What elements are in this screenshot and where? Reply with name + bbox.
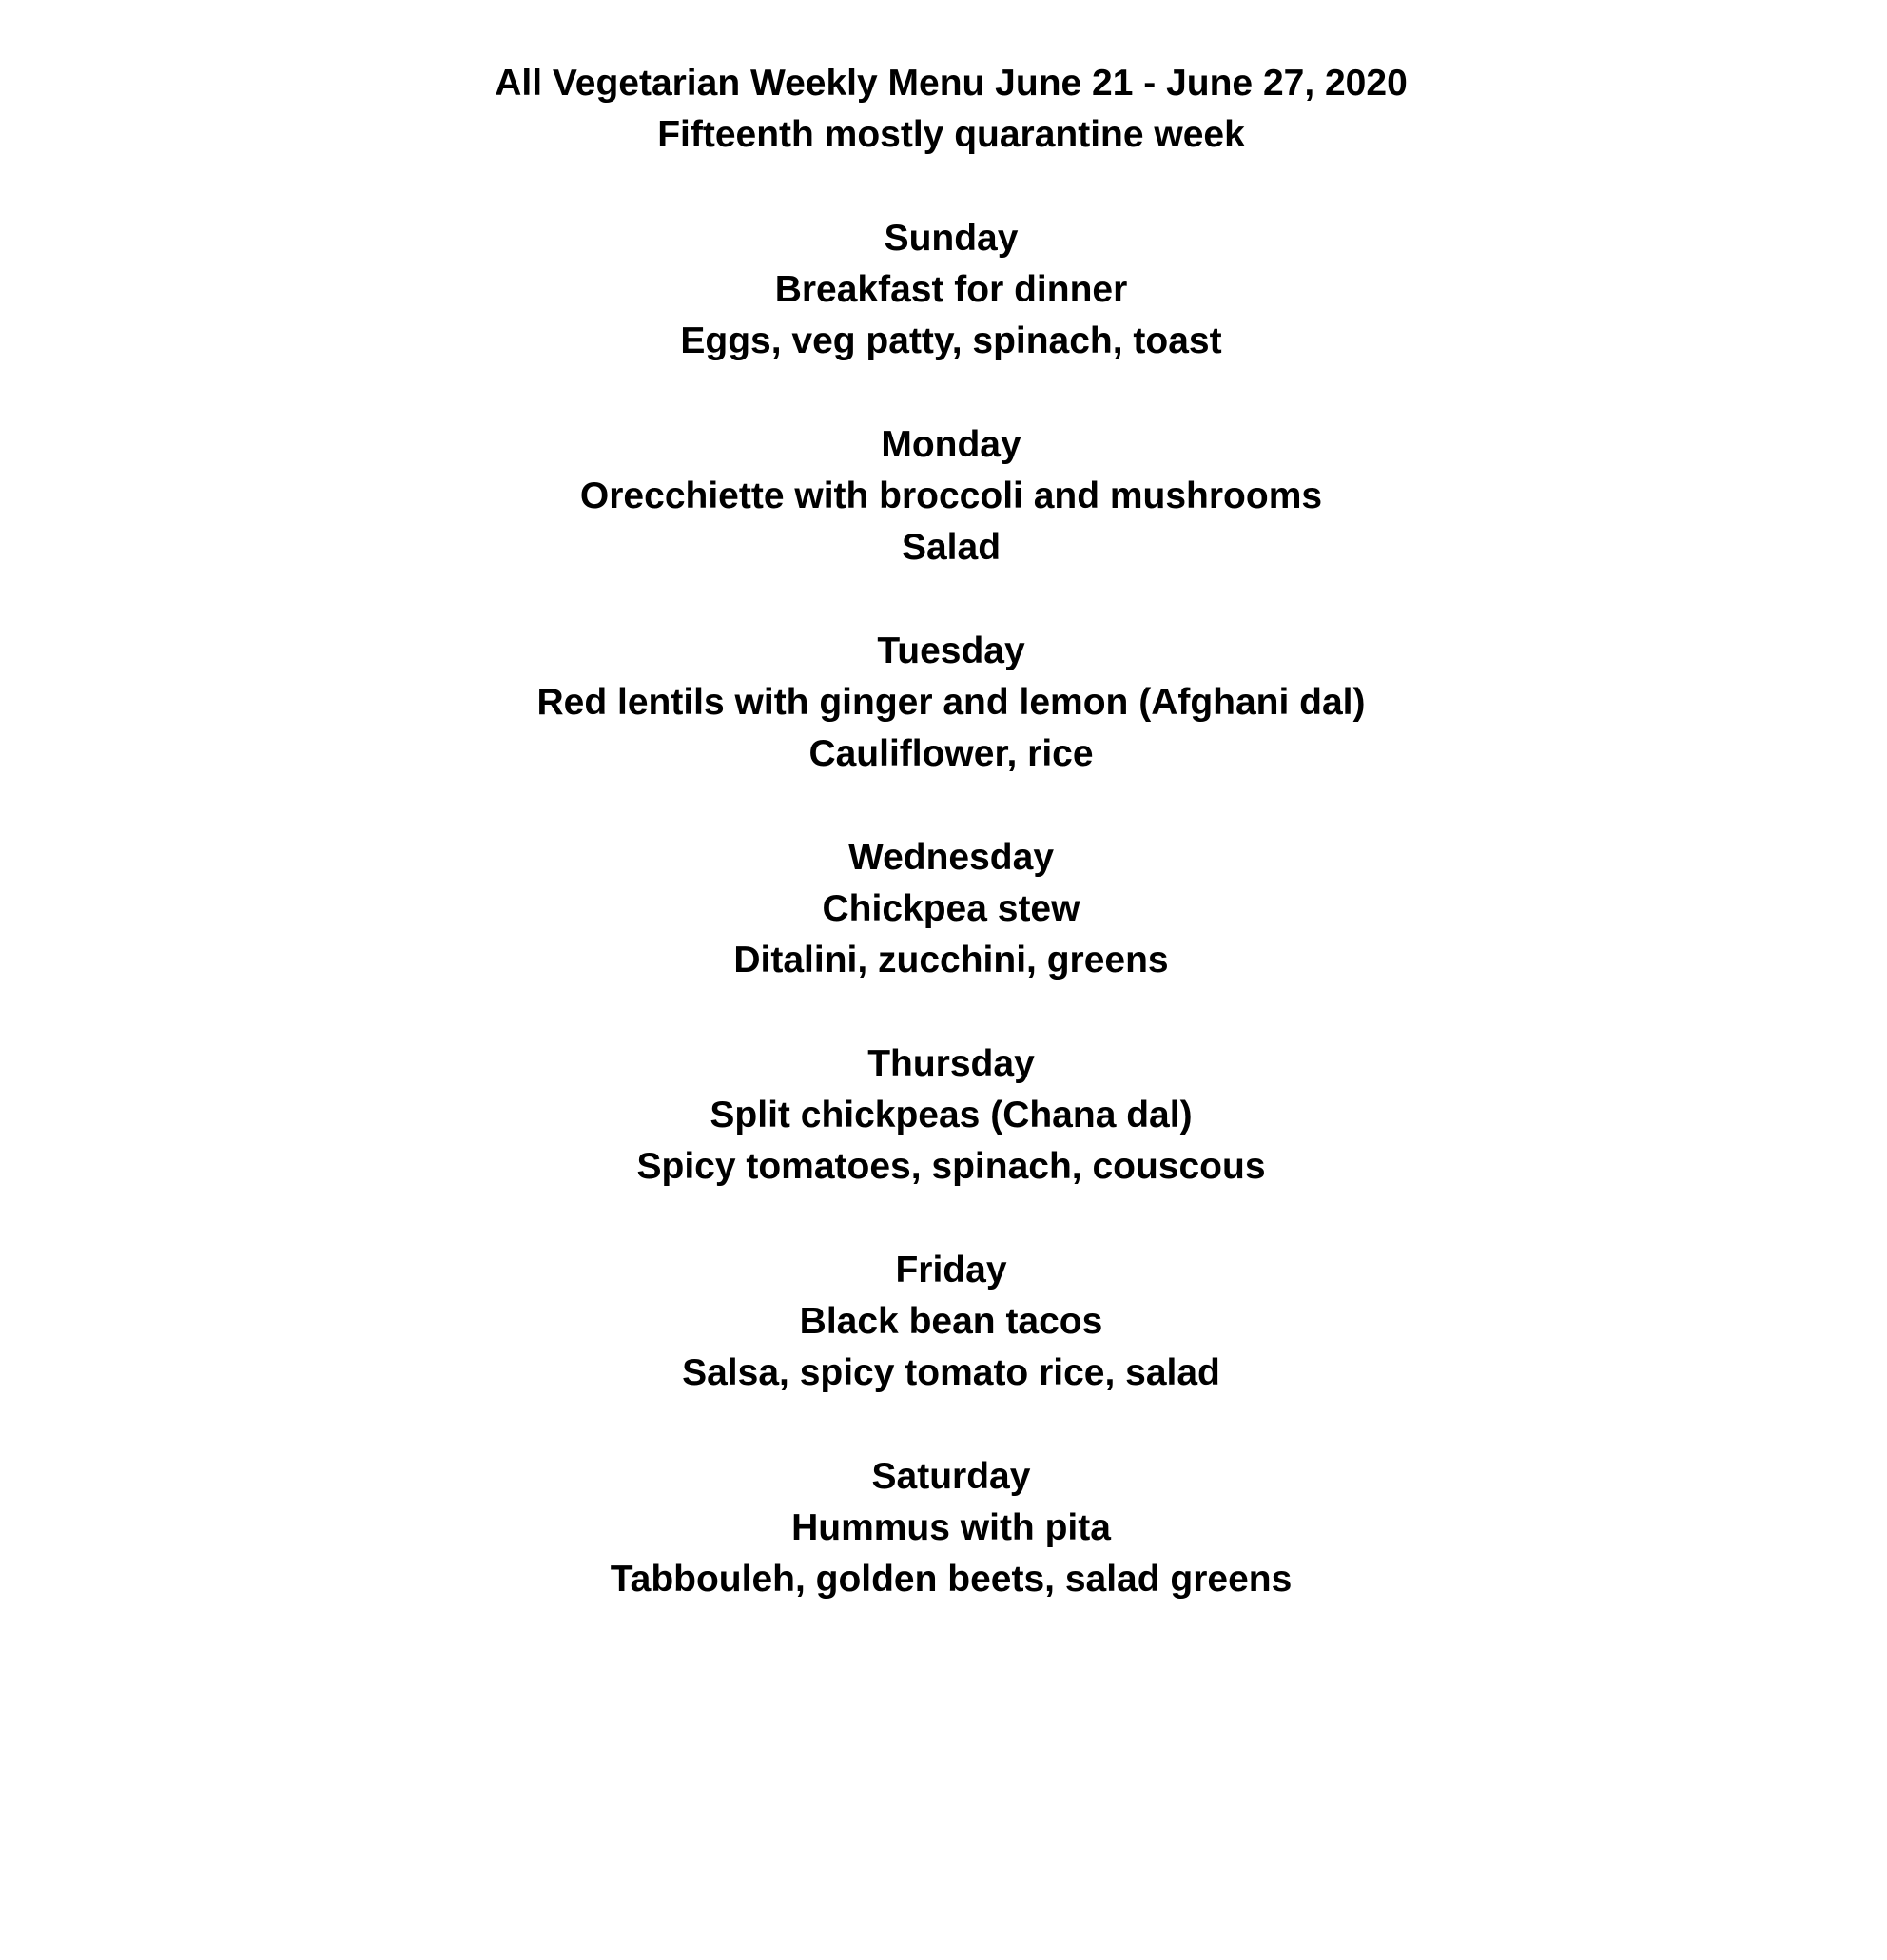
day-heading-saturday: Saturday — [871, 1456, 1031, 1497]
day-heading-monday: Monday — [881, 424, 1021, 465]
day-heading-thursday: Thursday — [867, 1043, 1035, 1084]
day-heading-sunday: Sunday — [884, 218, 1019, 259]
sides-wednesday: Ditalini, zucchini, greens — [733, 940, 1169, 980]
sides-thursday: Spicy tomatoes, spinach, couscous — [636, 1146, 1266, 1187]
day-heading-tuesday: Tuesday — [877, 631, 1025, 671]
main-dish-sunday: Breakfast for dinner — [774, 269, 1128, 310]
main-dish-thursday: Split chickpeas (Chana dal) — [710, 1095, 1193, 1135]
day-heading-friday: Friday — [895, 1250, 1007, 1290]
main-dish-tuesday: Red lentils with ginger and lemon (Afghani dal) — [536, 682, 1366, 723]
page-title: All Vegetarian Weekly Menu June 21 - June 27, 2020 — [495, 63, 1408, 104]
sides-tuesday: Cauliflower, rice — [808, 733, 1094, 774]
main-dish-monday: Orecchiette with broccoli and mushrooms — [579, 475, 1323, 516]
day-heading-wednesday: Wednesday — [847, 837, 1055, 878]
sides-friday: Salsa, spicy tomato rice, salad — [682, 1352, 1220, 1393]
sides-sunday: Eggs, veg patty, spinach, toast — [680, 320, 1222, 361]
main-dish-friday: Black bean tacos — [799, 1301, 1103, 1342]
sides-saturday: Tabbouleh, golden beets, salad greens — [610, 1559, 1293, 1600]
page-subtitle: Fifteenth mostly quarantine week — [657, 114, 1245, 155]
main-dish-wednesday: Chickpea stew — [822, 888, 1080, 929]
sides-monday: Salad — [901, 527, 1002, 568]
main-dish-saturday: Hummus with pita — [791, 1507, 1111, 1548]
